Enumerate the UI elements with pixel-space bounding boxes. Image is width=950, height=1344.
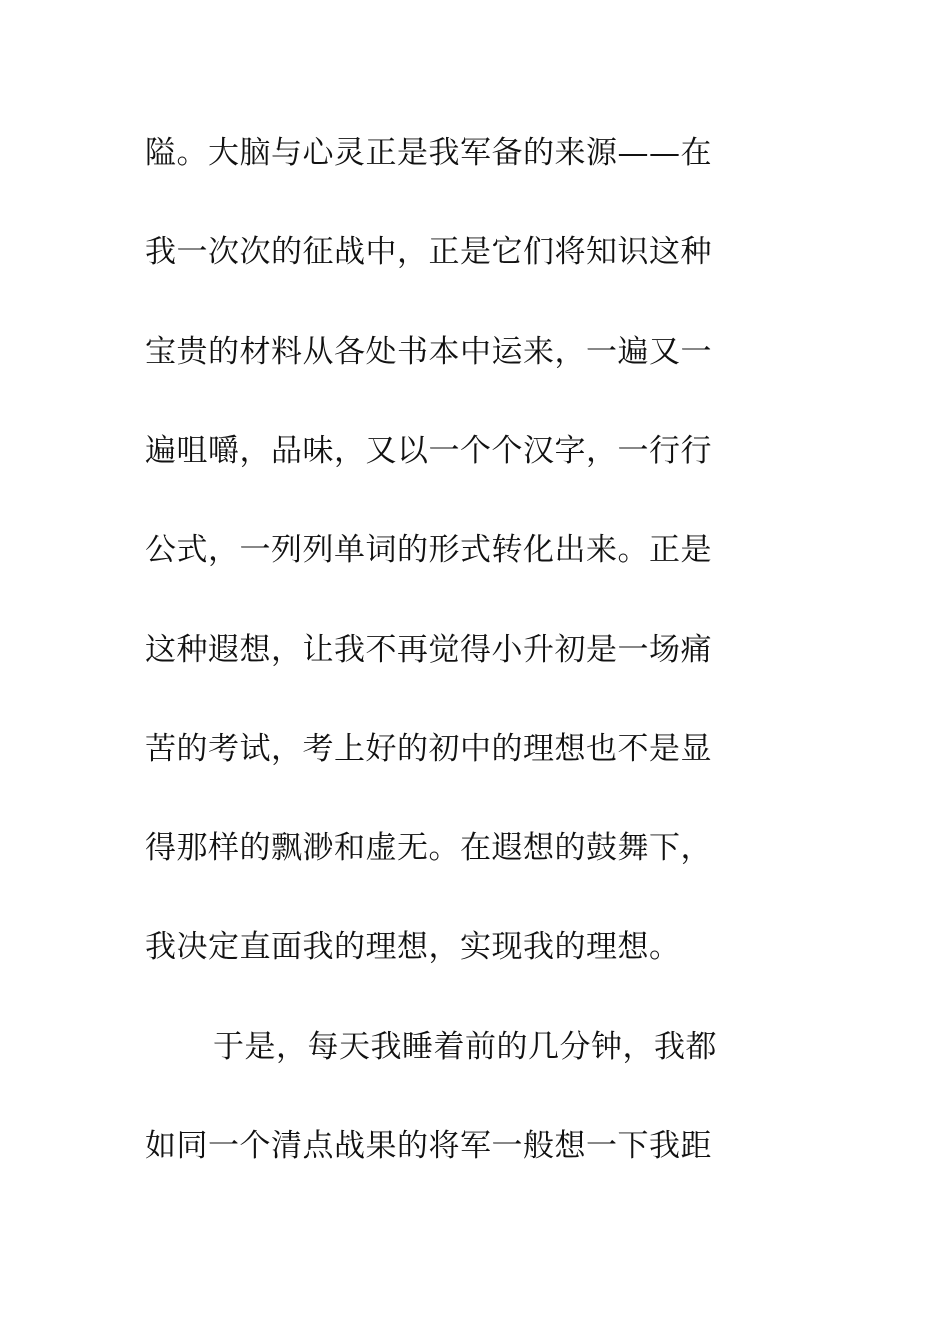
text-line: 如同一个清点战果的将军一般想一下我距	[145, 1128, 712, 1164]
text-line: 我决定直面我的理想，实现我的理想。	[145, 929, 681, 965]
text-line: 得那样的飘渺和虚无。在遐想的鼓舞下，	[145, 830, 712, 866]
text-line: 隘。大脑与心灵正是我军备的来源——在	[145, 135, 712, 171]
text-line: 宝贵的材料从各处书本中运来，一遍又一	[145, 334, 712, 370]
text-line: 我一次次的征战中，正是它们将知识这种	[145, 234, 712, 270]
text-line: 遍咀嚼，品味，又以一个个汉字，一行行	[145, 433, 712, 469]
text-line: 苦的考试，考上好的初中的理想也不是显	[145, 731, 712, 767]
text-line: 公式，一列列单词的形式转化出来。正是	[145, 532, 712, 568]
paragraph-first-line: 于是，每天我睡着前的几分钟，我都	[213, 1029, 717, 1065]
text-line: 这种遐想，让我不再觉得小升初是一场痛	[145, 632, 712, 668]
